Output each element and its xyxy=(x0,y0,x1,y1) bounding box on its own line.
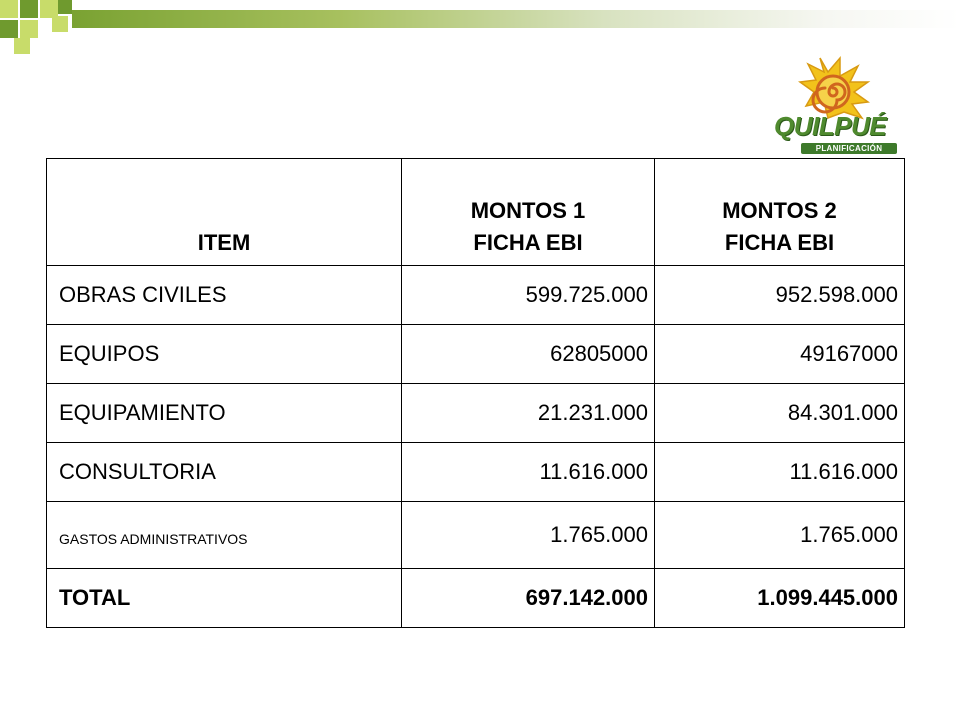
row-montos-2: 1.765.000 xyxy=(655,502,905,569)
row-montos-1: 62805000 xyxy=(402,325,655,384)
table-header-row xyxy=(47,159,905,266)
header-montos-1 xyxy=(402,159,655,266)
table-row xyxy=(47,325,905,384)
table-row xyxy=(47,384,905,443)
deco-square xyxy=(0,20,18,38)
table-total-row xyxy=(47,569,905,628)
decorative-squares xyxy=(0,0,80,56)
deco-square xyxy=(14,38,30,54)
row-item: GASTOS ADMINISTRATIVOS xyxy=(47,502,402,569)
row-montos-2: 11.616.000 xyxy=(655,443,905,502)
quilpue-logo xyxy=(768,52,908,160)
table-row xyxy=(47,266,905,325)
row-montos-1: 21.231.000 xyxy=(402,384,655,443)
header-gradient-bar xyxy=(72,10,960,28)
total-montos-1: 697.142.000 xyxy=(402,569,655,628)
budget-table xyxy=(46,158,905,628)
table-row xyxy=(47,443,905,502)
header-montos-2 xyxy=(655,159,905,266)
row-montos-2: 49167000 xyxy=(655,325,905,384)
row-montos-1: 11.616.000 xyxy=(402,443,655,502)
deco-square xyxy=(0,0,18,18)
header-montos-1-line2: FICHA EBI xyxy=(473,230,583,255)
deco-square xyxy=(20,20,38,38)
deco-square xyxy=(52,16,68,32)
logo-wordmark: QUILPUÉ xyxy=(774,111,887,141)
header-item-label: ITEM xyxy=(197,230,251,255)
total-montos-2: 1.099.445.000 xyxy=(655,569,905,628)
header-montos-2-line1: MONTOS 2 xyxy=(722,198,837,223)
header-item xyxy=(47,159,402,266)
row-montos-2: 952.598.000 xyxy=(655,266,905,325)
deco-square xyxy=(58,0,72,14)
header-montos-2-line2: FICHA EBI xyxy=(724,230,835,255)
row-item: EQUIPAMIENTO xyxy=(47,384,402,443)
row-item: EQUIPOS xyxy=(47,325,402,384)
row-montos-2: 84.301.000 xyxy=(655,384,905,443)
header-montos-1-line1: MONTOS 1 xyxy=(470,198,586,223)
row-montos-1: 1.765.000 xyxy=(402,502,655,569)
table-row xyxy=(47,502,905,569)
row-montos-1: 599.725.000 xyxy=(402,266,655,325)
row-item: CONSULTORIA xyxy=(47,443,402,502)
logo-caption: PLANIFICACIÓN xyxy=(801,143,897,154)
total-label: TOTAL xyxy=(47,569,402,628)
deco-square xyxy=(20,0,38,18)
row-item: OBRAS CIVILES xyxy=(47,266,402,325)
